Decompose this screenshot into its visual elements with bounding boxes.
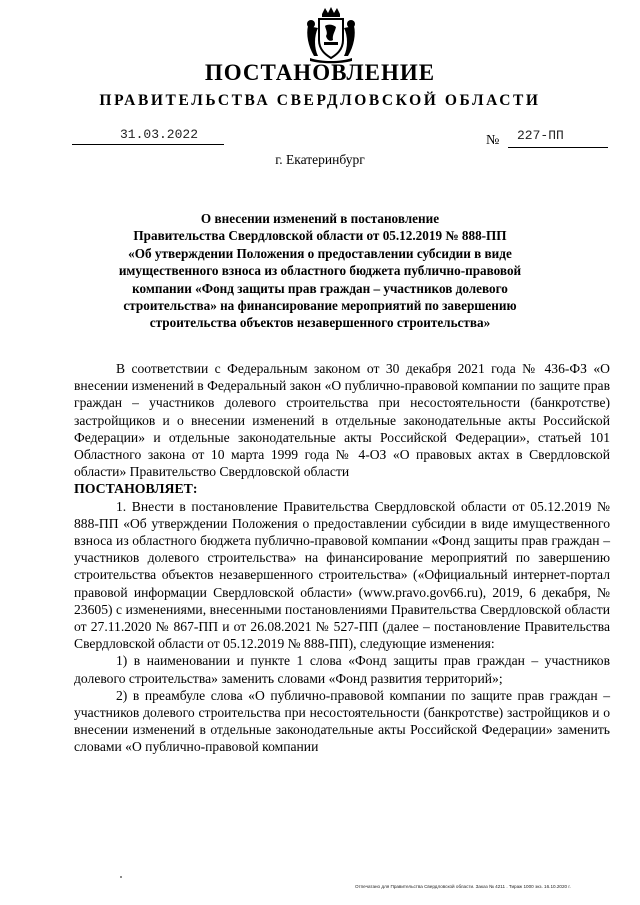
print-footer: Отпечатано для Правительства Свердловской области. Заказ № 4211 . Тираж 1000 экз. 16.10.2020 г. [355,884,571,889]
document-body [74,360,610,756]
subject-line: Правительства Свердловской области от 05.12.2019 № 888-ПП [133,228,507,244]
number-sign: № [486,133,500,148]
subject-line: компании «Фонд защиты прав граждан – участников долевого [132,280,508,296]
page-mark [120,876,122,878]
document-subject [100,210,540,332]
subitem-2-paragraph: 2) в преамбуле слова «О публично-правовой компании по защите прав граждан – участников долевого строительства при несостоятельности (банкротстве) застройщиков и о внесении изменений в отдельные законодательные акты Российской Федерации» заменить словами «О публично-правовой компании [74,687,610,755]
preamble-paragraph: В соответствии с Федеральным законом от 30 декабря 2021 года № 436-ФЗ «О внесении изменений в Федеральный закон «О публично-правовой компании по защите прав граждан – участников долевого строительства при несостоятельности (банкротстве) застройщиков и о внесении изменений в отдельные законодательные акты Российской Федерации» и отдельные законодательные акты Российской Федерации», статьей 101 Областного закона от 10 марта 1999 года № 4-ОЗ «О правовых актах в Свердловской области» Правительство Свердловской области [74,361,610,480]
document-title: ПОСТАНОВЛЕНИЕ [204,60,436,85]
subject-line: имущественного взноса из областного бюджета публично-правовой [118,263,522,279]
subject-line: строительства объектов незавершенного строительства» [149,315,491,331]
decree-word: ПОСТАНОВЛЯЕТ: [74,481,198,497]
subject-line: «Об утверждении Положения о предоставлении субсидии в виде [128,245,512,261]
subitem-1-paragraph: 1) в наименовании и пункте 1 слова «Фонд защиты прав граждан – участников долевого строительства» заменить словами «Фонд развития территорий»; [74,653,610,686]
coat-of-arms-emblem-icon [302,6,360,64]
number-underline [508,147,608,148]
item-1-paragraph: 1. Внести в постановление Правительства Свердловской области от 05.12.2019 № 888-ПП «Об утверждении Положения о предоставлении субсидии в виде имущественного взноса из областного бюджета публично-правовой компании «Фонд защиты прав граждан – участников долевого строительства» на финансирование мероприятий по завершению строительства объектов незавершенного строительства» («Официальный интернет-портал правовой информации Свердловской области» (www.pravo.gov66.ru), 2019, 6 декабря, № 23605) с изменениями, внесенными постановлениями Правительства Свердловской области от 27.11.2020 № 867-ПП и от 26.08.2021 № 527-ПП (далее – постановление Правительства Свердловской области от 05.12.2019 № 888-ПП), следующие изменения: [74,498,610,652]
subject-line: строительства» на финансирование мероприятий по завершению [123,298,517,314]
document-number: 227-ПП [517,128,564,143]
subject-line: О внесении изменений в постановление [200,211,440,226]
date-underline [72,144,224,145]
city-line: г. Екатеринбург [275,152,365,167]
document-date: 31.03.2022 [120,127,199,142]
issuer-subtitle: ПРАВИТЕЛЬСТВА СВЕРДЛОВСКОЙ ОБЛАСТИ [99,92,541,109]
